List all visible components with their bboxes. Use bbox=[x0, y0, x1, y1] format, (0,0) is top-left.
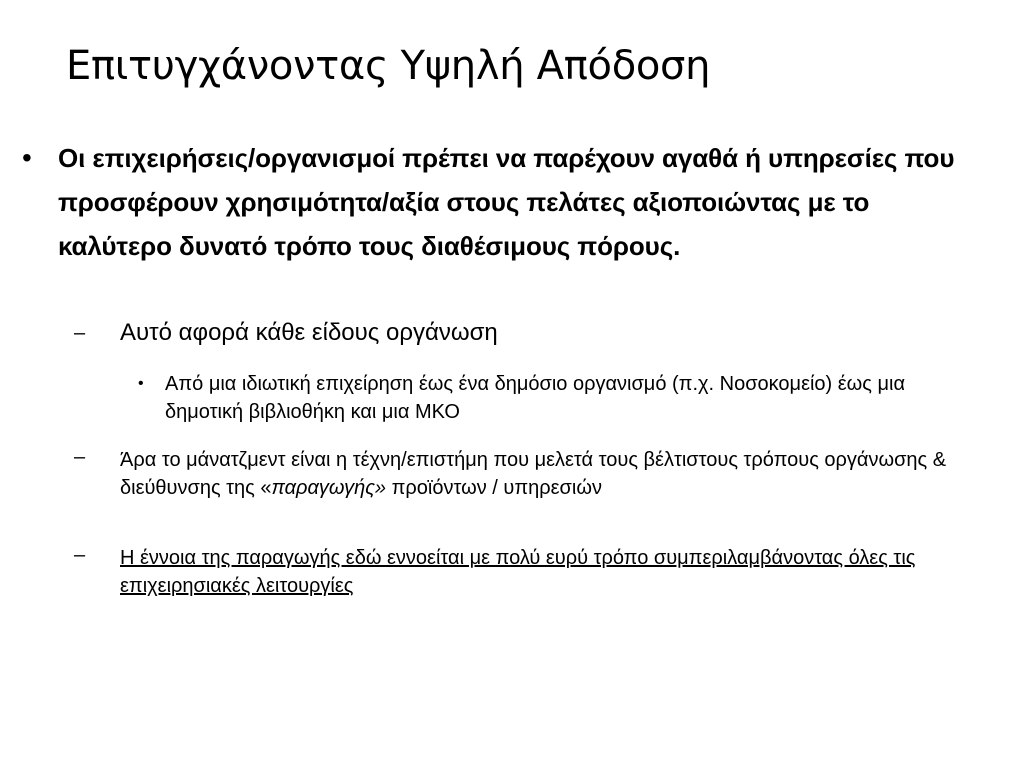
sub-point-organization-types: Αυτό αφορά κάθε είδους οργάνωση bbox=[120, 319, 498, 346]
dash-marker: – bbox=[74, 322, 86, 344]
production-term-italic: παραγωγής» bbox=[271, 477, 387, 499]
dash-marker: – bbox=[74, 446, 86, 468]
main-bullet-text: Οι επιχειρήσεις/οργανισμοί πρέπει να παρέχουν αγαθά ή υπηρεσίες που προσφέρουν χρησιμότητα/αξία στους πελάτες αξιοποιώντας με το καλύτερο δυνατό τρόπο τους διαθέσιμους πόρους. bbox=[58, 143, 955, 261]
slide-title: Επιτυγχάνοντας Υψηλή Απόδοση bbox=[66, 43, 711, 89]
nested-bullet-text: Από μια ιδιωτική επιχείρηση έως ένα δημόσιο οργανισμό (π.χ. Νοσοκομείο) έως μια δημοτική βιβλιοθήκη και μια ΜΚΟ bbox=[165, 373, 906, 423]
sub-point-production-concept: Η έννοια της παραγωγής εδώ εννοείται με πολύ ευρύ τρόπο συμπεριλαμβάνοντας όλες τις επιχειρησιακές λειτουργίες bbox=[120, 547, 916, 597]
main-bullet-point bbox=[18, 136, 968, 268]
nested-bullet-point bbox=[138, 370, 958, 426]
dash-marker: – bbox=[74, 544, 86, 566]
bullet-marker: • bbox=[138, 375, 144, 392]
management-definition-text-end: προϊόντων / υπηρεσιών bbox=[386, 477, 602, 499]
management-definition-text: Άρα το μάνατζμεντ είναι η τέχνη/επιστήμη που μελετά τους βέλτιστους τρόπους οργάνωσης & διεύθυνσης της « bbox=[120, 449, 947, 499]
sub-point-management-definition bbox=[120, 446, 970, 502]
bullet-marker: • bbox=[22, 142, 32, 173]
